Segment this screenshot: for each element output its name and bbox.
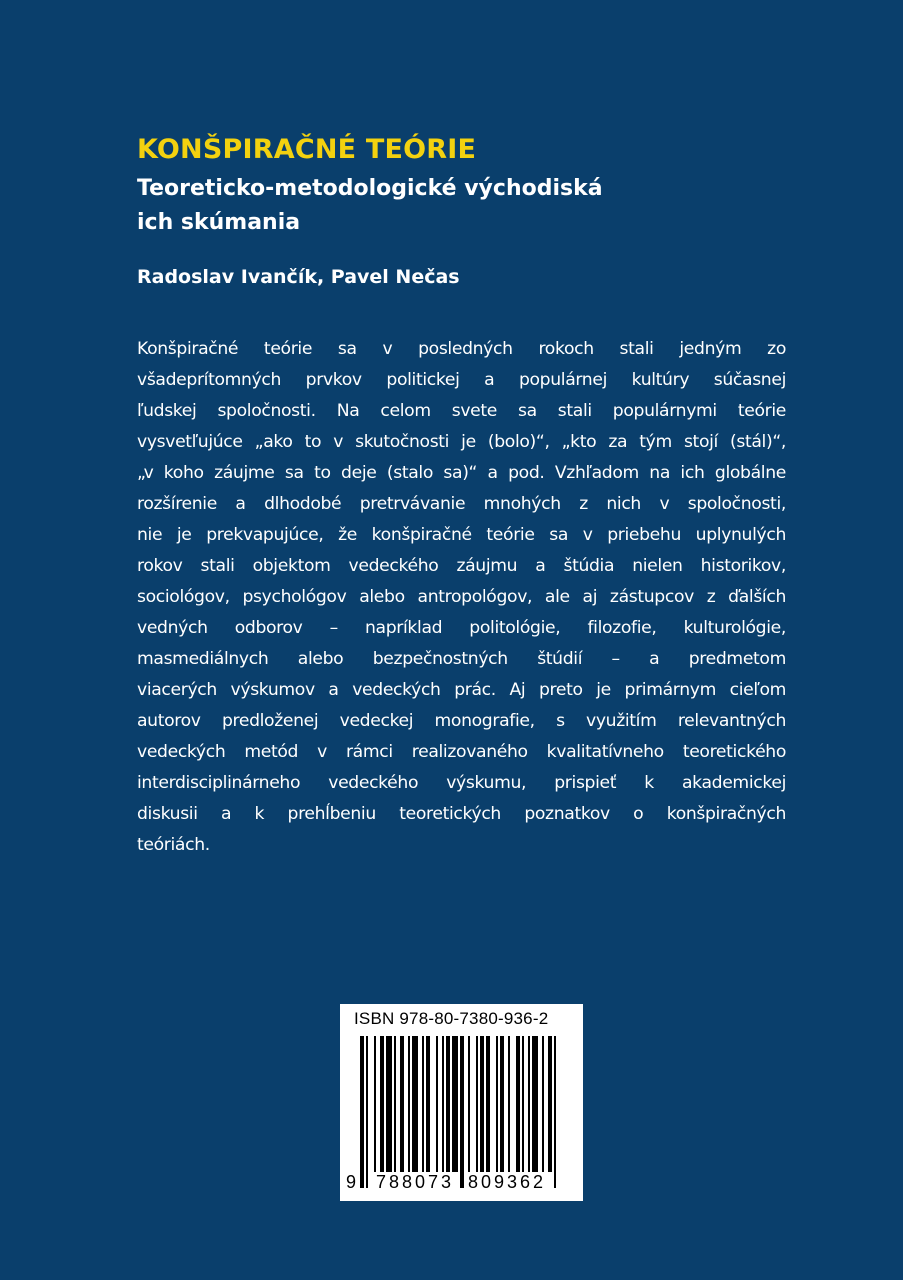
abstract-line: „v koho záujme sa to deje (stalo sa)“ a pod. Vzhľadom na ich globálne — [137, 463, 786, 483]
ean-right-digits: 809362 — [468, 1172, 547, 1192]
abstract-line: vysvetľujúce „ako to v skutočnosti je (bolo)“, „kto za tým stojí (stál)“, — [137, 432, 786, 452]
barcode-bar — [408, 1036, 410, 1172]
barcode-bar — [360, 1036, 364, 1188]
abstract-line: vedeckých metód v rámci realizovaného kvalitatívneho teoretického — [137, 742, 786, 762]
abstract-line: ľudskej spoločnosti. Na celom svete sa stali populárnymi teórie — [137, 401, 786, 421]
barcode-bar — [436, 1036, 438, 1172]
abstract-line: teóriách. — [137, 835, 210, 855]
abstract-line: interdisciplinárneho vedeckého výskumu, prispieť k akademickej — [137, 773, 786, 793]
barcode-bar — [468, 1036, 470, 1188]
barcode-bar — [548, 1036, 552, 1172]
book-title: KONŠPIRAČNÉ TEÓRIE — [137, 134, 477, 165]
barcode-bar — [380, 1036, 384, 1172]
barcode-bar — [486, 1036, 490, 1172]
subtitle-line: Teoreticko-metodologické východiská — [137, 176, 603, 201]
barcode-bar — [532, 1036, 538, 1172]
abstract-line: vedných odborov – napríklad politológie, filozofie, kulturológie, — [137, 618, 786, 638]
barcode-bar — [366, 1036, 368, 1188]
barcode-bar — [412, 1036, 418, 1172]
barcode-bar — [452, 1036, 458, 1172]
isbn-barcode — [340, 1004, 583, 1201]
barcode-bar — [386, 1036, 392, 1172]
barcode-bar — [374, 1036, 376, 1172]
barcode-bar — [500, 1036, 504, 1172]
barcode-bar — [496, 1036, 498, 1172]
abstract-line: sociológov, psychológov alebo antropológov, ale aj zástupcov z ďalších — [137, 587, 786, 607]
barcode-bar — [516, 1036, 520, 1172]
abstract-line: Konšpiračné teórie sa v posledných rokoch stali jedným zo — [137, 339, 786, 359]
barcode-bar — [426, 1036, 430, 1172]
abstract-line: viacerých výskumov a vedeckých prác. Aj preto je primárnym cieľom — [137, 680, 786, 700]
abstract-line: autorov predloženej vedeckej monografie, s využitím relevantných — [137, 711, 786, 731]
abstract-line: nie je prekvapujúce, že konšpiračné teórie sa v priebehu uplynulých — [137, 525, 786, 545]
abstract-line: rozšírenie a dlhodobé pretrvávanie mnohých z nich v spoločnosti, — [137, 494, 786, 514]
barcode-bar — [554, 1036, 556, 1188]
ean-first-digit: 9 — [346, 1172, 357, 1192]
isbn-number: ISBN 978-80-7380-936-2 — [354, 1009, 549, 1028]
barcode-bar — [522, 1036, 524, 1172]
abstract-line: rokov stali objektom vedeckého záujmu a štúdia nielen historikov, — [137, 556, 786, 576]
barcode-bar — [460, 1036, 464, 1188]
abstract-line: diskusii a k prehĺbeniu teoretických poznatkov o konšpiračných — [137, 804, 786, 824]
barcode-bar — [422, 1036, 424, 1172]
book-subtitle — [137, 172, 697, 240]
barcode-bar — [442, 1036, 444, 1172]
abstract-line: všadeprítomných prvkov politickej a populárnej kultúry súčasnej — [137, 370, 786, 390]
authors: Radoslav Ivančík, Pavel Nečas — [137, 266, 460, 288]
barcode-bar — [400, 1036, 404, 1172]
subtitle-line: ich skúmania — [137, 210, 301, 235]
abstract-line: masmediálnych alebo bezpečnostných štúdií – a predmetom — [137, 649, 786, 669]
barcode-bar — [508, 1036, 510, 1172]
barcode-bars — [354, 1036, 570, 1188]
abstract — [137, 334, 786, 861]
barcode-bar — [480, 1036, 484, 1172]
barcode-bar — [394, 1036, 396, 1172]
barcode-bar — [528, 1036, 530, 1172]
barcode-bar — [476, 1036, 478, 1172]
barcode-bar — [446, 1036, 450, 1172]
ean-left-digits: 788073 — [376, 1172, 455, 1192]
barcode-bar — [542, 1036, 544, 1172]
